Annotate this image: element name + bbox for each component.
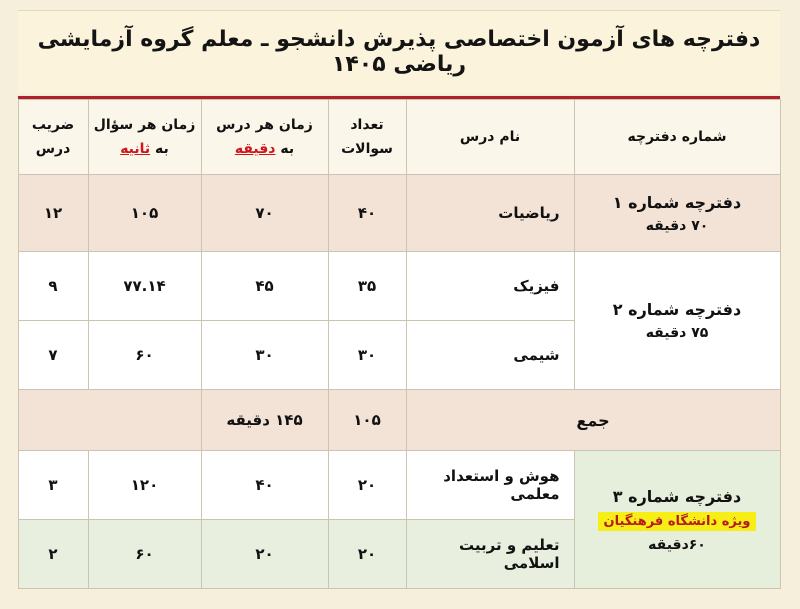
booklet-3-duration: ۶۰دقیقه xyxy=(648,536,706,553)
header-count-line2: سوالات xyxy=(341,141,393,157)
page-title: دفترچه های آزمون اختصاصی پذیرش دانشجو ـ معلم گروه آزمایشی ریاضی ۱۴۰۵ xyxy=(37,27,761,77)
table-row xyxy=(18,451,780,520)
lesson-time: ۳۰ xyxy=(201,321,328,390)
coefficient: ۳ xyxy=(18,451,88,520)
header-time-question-line2 xyxy=(89,137,201,161)
question-count: ۳۵ xyxy=(328,252,406,321)
sum-time: ۱۴۵ دقیقه xyxy=(201,390,328,451)
question-time: ۶۰ xyxy=(88,520,201,589)
header-booklet xyxy=(574,100,780,175)
course-name: ریاضیات xyxy=(406,175,574,252)
booklet-2-title: دفترچه شماره ۲ xyxy=(612,300,742,319)
course-name: تعلیم و تربیت اسلامی xyxy=(406,520,574,589)
question-count: ۲۰ xyxy=(328,520,406,589)
lesson-time: ۷۰ xyxy=(201,175,328,252)
booklet-1-cell xyxy=(574,175,780,252)
question-time: ۷۷.۱۴ xyxy=(88,252,201,321)
coefficient: ۹ xyxy=(18,252,88,321)
title-box xyxy=(18,10,780,93)
header-coefficient xyxy=(18,100,88,175)
table-row xyxy=(18,252,780,321)
question-count: ۲۰ xyxy=(328,451,406,520)
sum-row xyxy=(18,390,780,451)
booklet-1-duration: ۷۰ دقیقه xyxy=(645,217,709,234)
sum-empty xyxy=(18,390,201,451)
header-course xyxy=(406,100,574,175)
course-name: شیمی xyxy=(406,321,574,390)
lesson-time: ۴۰ xyxy=(201,451,328,520)
header-time-lesson-unit: دقیقه xyxy=(234,141,276,157)
sum-count: ۱۰۵ xyxy=(328,390,406,451)
header-course-label: نام درس xyxy=(459,129,521,145)
booklet-2-cell xyxy=(574,252,780,390)
question-time: ۶۰ xyxy=(88,321,201,390)
header-time-question-prefix: به xyxy=(150,141,169,157)
header-time-lesson xyxy=(201,100,328,175)
course-name: فیزیک xyxy=(406,252,574,321)
lesson-time: ۴۵ xyxy=(201,252,328,321)
header-count-line1: تعداد xyxy=(350,117,384,133)
header-time-lesson-prefix: به xyxy=(275,141,295,157)
coefficient: ۱۲ xyxy=(18,175,88,252)
question-count: ۳۰ xyxy=(328,321,406,390)
coefficient: ۲ xyxy=(18,520,88,589)
question-time: ۱۲۰ xyxy=(88,451,201,520)
table-row xyxy=(18,175,780,252)
header-count xyxy=(328,100,406,175)
header-time-question-line1: زمان هر سؤال xyxy=(93,117,196,133)
lesson-time: ۲۰ xyxy=(201,520,328,589)
booklet-1-title: دفترچه شماره ۱ xyxy=(612,192,742,212)
header-coef-line2: درس xyxy=(35,141,71,157)
booklet-3-cell xyxy=(574,451,780,589)
course-name: هوش و استعداد معلمی xyxy=(406,451,574,520)
coefficient: ۷ xyxy=(18,321,88,390)
header-time-question xyxy=(88,100,201,175)
header-time-question-unit: ثانیه xyxy=(120,141,151,157)
exam-table xyxy=(18,99,781,589)
question-time: ۱۰۵ xyxy=(88,175,201,252)
question-count: ۴۰ xyxy=(328,175,406,252)
sum-label: جمع xyxy=(406,390,780,451)
header-booklet-label: شماره دفترچه xyxy=(627,129,727,145)
header-time-lesson-line2 xyxy=(202,137,328,161)
header-time-lesson-line1: زمان هر درس xyxy=(216,117,313,133)
header-coef-line1: ضریب xyxy=(31,117,75,133)
header-row xyxy=(18,100,780,175)
booklet-3-title: دفترچه شماره ۳ xyxy=(612,486,742,506)
booklet-2-duration: ۷۵ دقیقه xyxy=(645,325,709,341)
booklet-3-highlight: ویژه دانشگاه فرهنگیان xyxy=(598,512,757,531)
